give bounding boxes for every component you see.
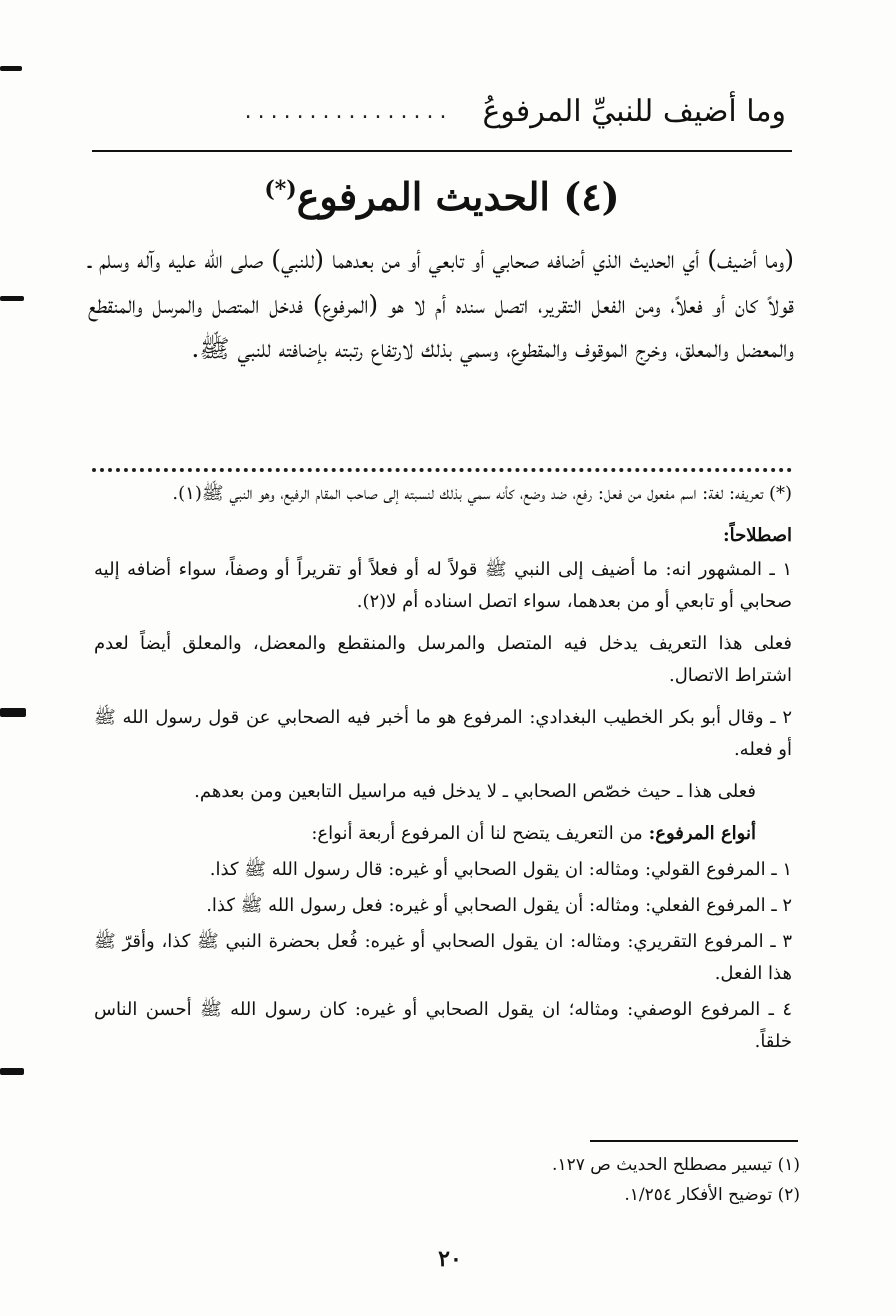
definition-item-1: ١ ـ المشهور انه: ما أضيف إلى النبي ﷺ قولاً له أو فعلاً أو تقريراً أو وصفاً، سواء أضافه إليه صحابي أو تابعي أو من بعدهما، سواء اتصل اسناده أم لا(٢). [94, 559, 792, 612]
definition-item-2: ٢ ـ وقال أبو بكر الخطيب البغدادي: المرفوع هو ما أخبر فيه الصحابي عن قول رسول الله ﷺ أو فعله. [94, 707, 792, 760]
header-dot-leader: ................ [244, 98, 453, 124]
footnote-1: (١) تيسير مصطلح الحديث ص ١٢٧. [552, 1155, 800, 1175]
header-rule [92, 150, 792, 152]
scan-edge-mark [0, 296, 24, 301]
running-title: وما أضيف للنبيِّ المرفوعُ [482, 93, 786, 129]
definition-paragraph: (*) تعريفه: لغة: اسم مفعول من فعل: رفع، ضد وضع، كأنه سمي بذلك لنسبته إلى صاحب المقام الرفيع، وهو النبي ﷺ(١). [172, 483, 792, 504]
chapter-title-text: (٤) الحديث المرفوع [296, 174, 620, 219]
footnote-2: (٢) توضيح الأفكار ١/٢٥٤. [624, 1185, 800, 1205]
scan-edge-mark [0, 708, 26, 717]
main-paragraph: (وما أضيف) أي الحديث الذي أضافه صحابي أو تابعي أو من بعدهما (للنبي) صلى الله عليه وآله وسلم ـ قولاً كان أو فعلاً، ومن الفعل التقرير، اتصل سنده أم لا هو (المرفوع) فدخل المتصل والمرسل والمنقطع والمعضل والمعلق، وخرج الموقوف والمقطوع، وسمي بذلك لارتفاع رتبته بإضافته للنبي ﷺ. [88, 245, 794, 363]
definition-item-1-note: فعلى هذا التعريف يدخل فيه المتصل والمرسل والمنقطع والمعضل، والمعلق أيضاً لعدم اشتراط الاتصال. [94, 633, 793, 686]
dotted-separator [92, 468, 792, 472]
istilahan-heading: اصطلاحاً: [722, 525, 792, 546]
type-item-4: ٤ ـ المرفوع الوصفي: ومثاله؛ ان يقول الصحابي أو غيره: كان رسول الله ﷺ أحسن الناس خلقاً. [94, 999, 792, 1052]
definition-item-2-note: فعلى هذا ـ حيث خصّص الصحابي ـ لا يدخل فيه مراسيل التابعين ومن بعدهم. [194, 781, 756, 802]
types-intro: من التعريف يتضح لنا أن المرفوع أربعة أنواع: [311, 823, 643, 844]
type-item-1: ١ ـ المرفوع القولي: ومثاله: ان يقول الصحابي أو غيره: قال رسول الله ﷺ كذا. [209, 859, 792, 880]
types-paragraph [94, 818, 792, 850]
page-number: ٢٠ [438, 1246, 462, 1272]
type-item-3: ٣ ـ المرفوع التقريري: ومثاله: ان يقول الصحابي أو غيره: فُعل بحضرة النبي ﷺ كذا، وأقرّ ﷺ هذا الفعل. [94, 931, 792, 984]
chapter-note-marker: (*) [264, 176, 297, 203]
type-item-2: ٢ ـ المرفوع الفعلي: ومثاله: أن يقول الصحابي أو غيره: فعل رسول الله ﷺ كذا. [206, 895, 792, 916]
scan-edge-mark [0, 66, 22, 71]
footnotes [300, 1150, 800, 1210]
footnote-rule [590, 1140, 798, 1142]
chapter-title [92, 174, 792, 219]
types-heading: أنواع المرفوع: [648, 823, 756, 844]
running-header [86, 86, 786, 136]
scan-edge-mark [0, 1068, 24, 1075]
notes-section [94, 478, 792, 1058]
